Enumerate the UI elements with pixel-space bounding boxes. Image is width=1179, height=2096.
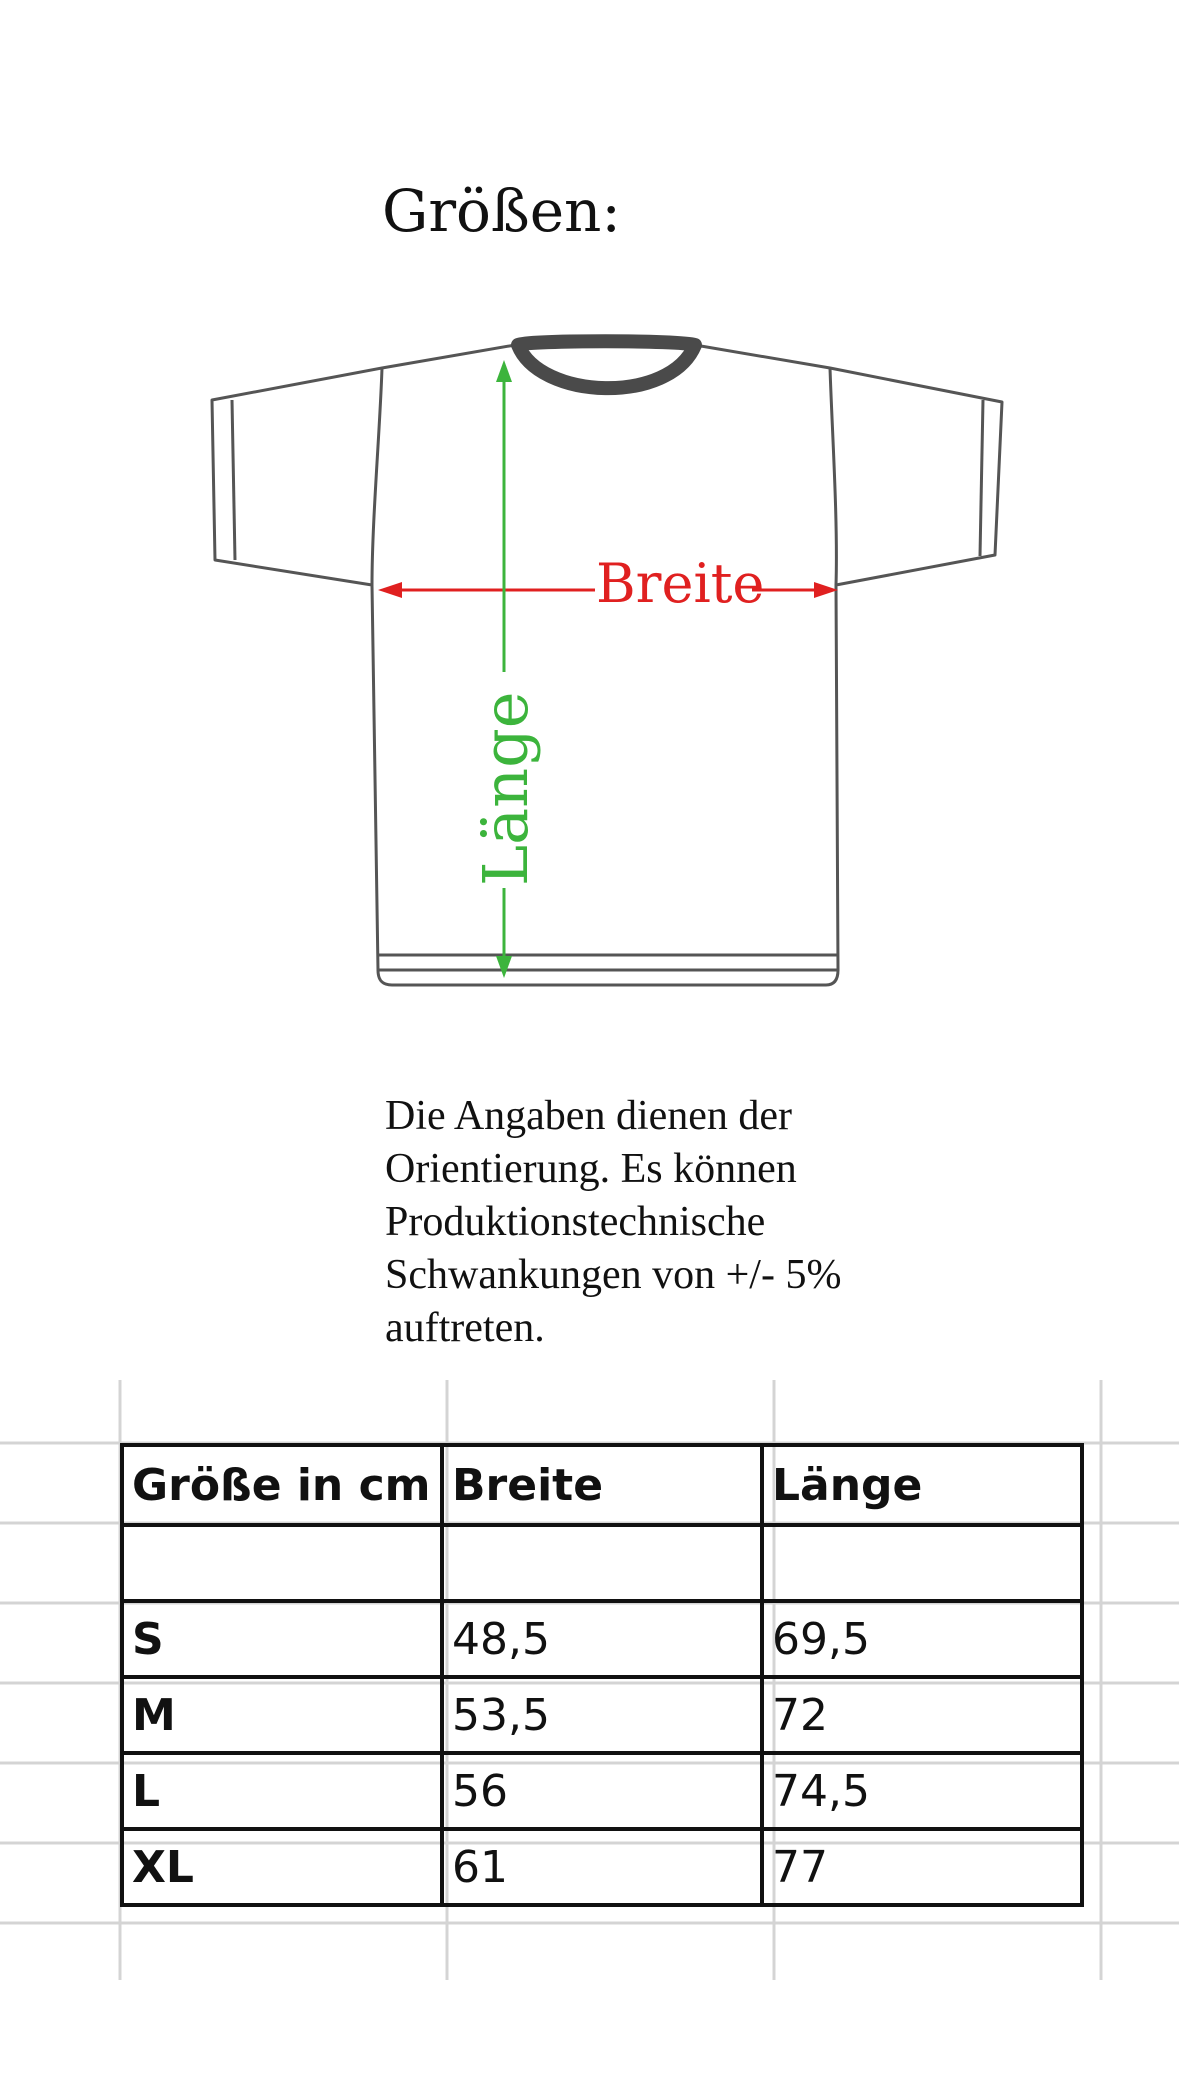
cell-breite — [442, 1525, 762, 1601]
cell-laenge: 72 — [762, 1677, 1082, 1753]
cell-breite: 61 — [442, 1829, 762, 1905]
cell-laenge: 74,5 — [762, 1753, 1082, 1829]
table-row — [122, 1677, 1082, 1753]
width-label: Breite — [596, 552, 765, 615]
length-label: Länge — [469, 691, 542, 886]
table-row — [122, 1525, 1082, 1601]
table-row — [122, 1601, 1082, 1677]
table-row — [122, 1829, 1082, 1905]
cell-breite: 48,5 — [442, 1601, 762, 1677]
tshirt-diagram — [0, 0, 1179, 1040]
disclaimer-note: Die Angaben dienen der Orientierung. Es können Produktionstechnische Schwankungen von +/- 5% auftreten. — [385, 1093, 842, 1351]
table-header-row — [122, 1445, 1082, 1525]
tshirt-outline — [212, 345, 1002, 985]
collar — [518, 341, 695, 388]
cell-size: S — [122, 1601, 442, 1677]
table-row — [122, 1753, 1082, 1829]
header-laenge: Länge — [762, 1445, 1082, 1525]
size-table — [120, 1443, 1084, 1907]
cell-breite: 53,5 — [442, 1677, 762, 1753]
cell-laenge: 69,5 — [762, 1601, 1082, 1677]
cell-size — [122, 1525, 442, 1601]
page-title: Größen: — [382, 177, 621, 245]
cell-size: L — [122, 1753, 442, 1829]
cell-breite: 56 — [442, 1753, 762, 1829]
cell-laenge: 77 — [762, 1829, 1082, 1905]
header-breite: Breite — [442, 1445, 762, 1525]
header-size: Größe in cm — [122, 1445, 442, 1525]
cell-laenge — [762, 1525, 1082, 1601]
cell-size: M — [122, 1677, 442, 1753]
cell-size: XL — [122, 1829, 442, 1905]
